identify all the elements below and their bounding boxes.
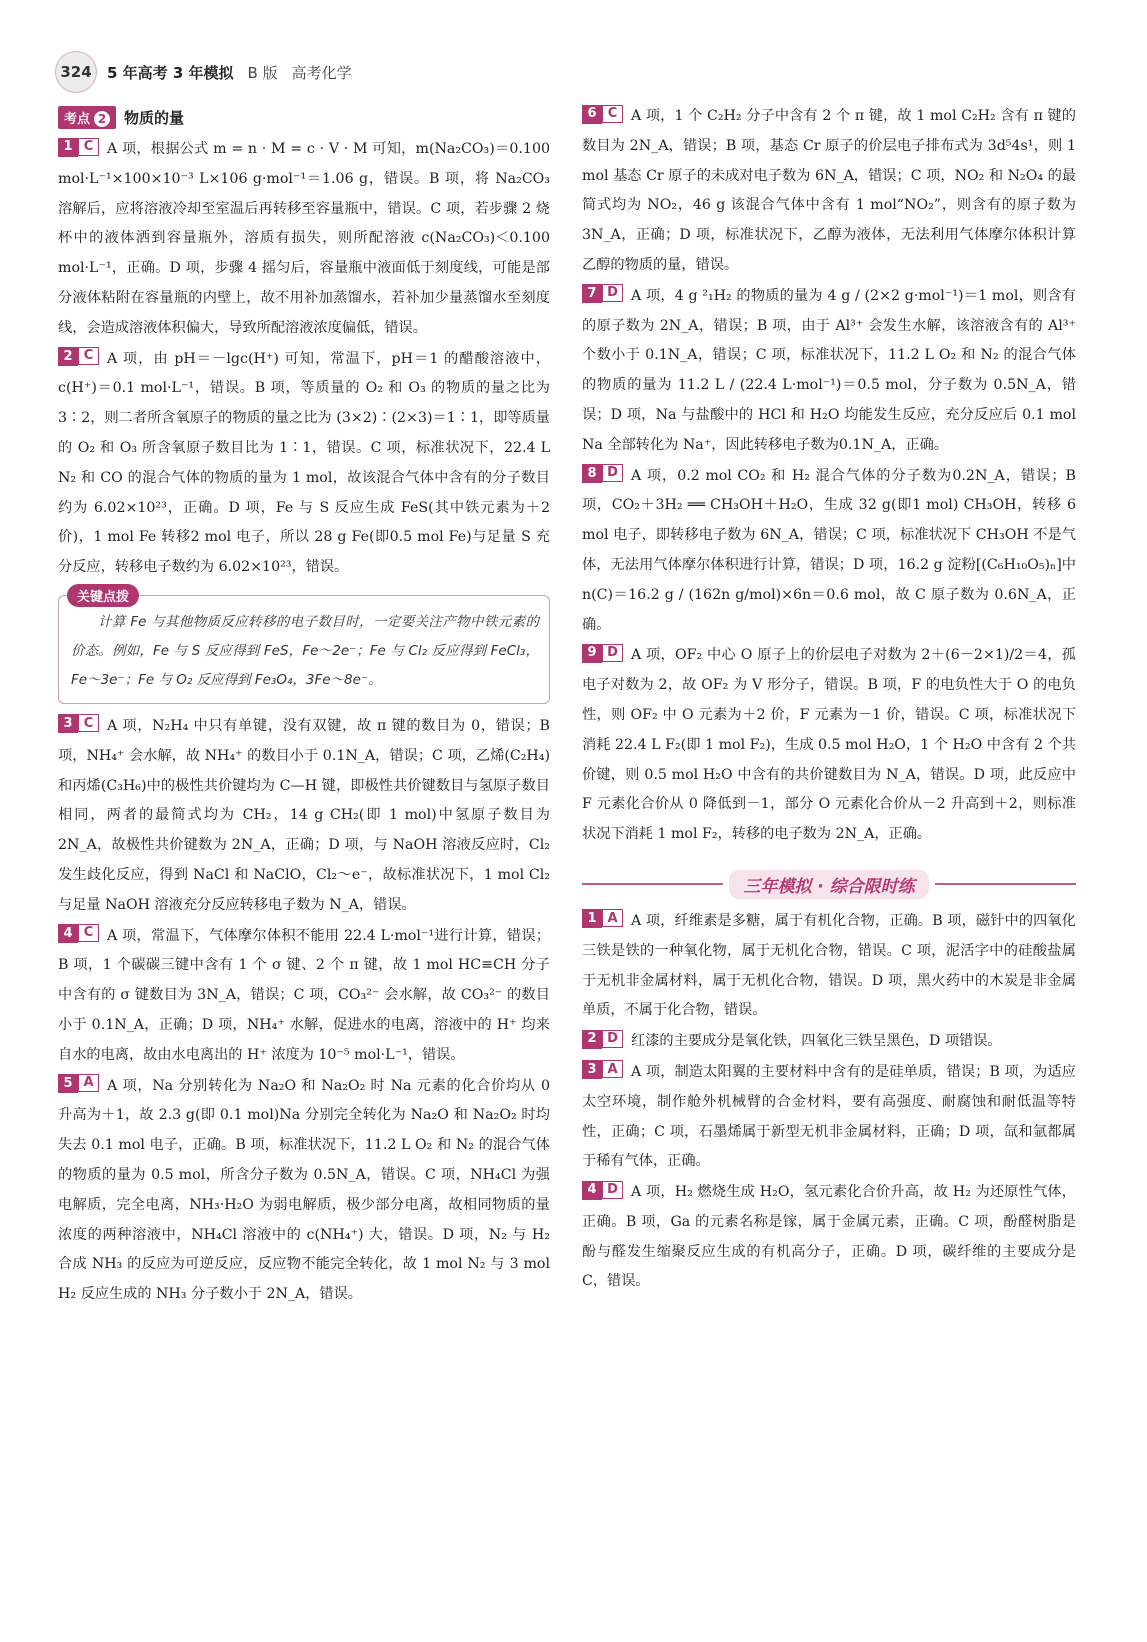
answer-explanation: A 项，Na 分别转化为 Na₂O 和 Na₂O₂ 时 Na 元素的化合价均从 0 升高为＋1，故 2.3 g(即 0.1 mol)Na 分别完全转化为 Na₂O 和 Na₂O₂ 时均失去 0.1 mol 电子，正确。B 项，标准状况下，11.2 L O₂ 和 N₂ 的混合气体的物质的量为 0.5 mol，所含分子数为 0.5N_A，错误。C 项，NH₄Cl 为强电解质，完全电离，NH₃·H₂O 为弱电解质，极少部分电离，故相同物质的量浓度的两种溶液中，NH₄Cl 溶液中的 c(NH₄⁺) 大，错误。D 项，N₂ 与 H₂ 合成 NH₃ 的反应为可逆反应，反应物不能完全转化，故 1 mol N₂ 与 3 mol H₂ 反应生成的 NH₃ 分子数小于 2N_A，错误。 bbox=[58, 1077, 550, 1303]
answer-badge bbox=[582, 1060, 623, 1079]
answer-letter: C bbox=[78, 138, 99, 156]
answer-badge bbox=[582, 909, 623, 928]
answer-badge bbox=[582, 284, 623, 303]
keypoint-text: 计算 Fe 与其他物质反应转移的电子数目时，一定要关注产物中铁元素的价态。例如，Fe 与 S 反应得到 FeS，Fe～2e⁻；Fe 与 Cl₂ 反应得到 FeCl₃，Fe～3e⁻；Fe 与 O₂ 反应得到 Fe₃O₄，3Fe～8e⁻。 bbox=[71, 613, 539, 688]
answer-letter: D bbox=[602, 464, 623, 482]
answer-letter: D bbox=[602, 284, 623, 302]
right-column bbox=[582, 102, 1076, 1298]
section-title: 三年模拟 · 综合限时练 bbox=[729, 870, 928, 899]
answer-explanation: 红漆的主要成分是氧化铁，四氧化三铁呈黑色，D 项错误。 bbox=[631, 1033, 1002, 1050]
answer-letter: C bbox=[78, 714, 99, 732]
answer-explanation: A 项，OF₂ 中心 O 原子上的价层电子对数为 2＋(6－2×1)/2＝4，孤电子对数为 2，故 OF₂ 为 V 形分子，错误。B 项，F 的电负性大于 O 的电负性，则 OF₂ 中 O 元素为＋2 价，F 元素为－1 价，错误。C 项，标准状况下消耗 22.4 L F₂(即 1 mol F₂)，生成 0.5 mol H₂O，1 个 H₂O 中含有 2 个共价键，则 0.5 mol H₂O 中含有的共价键数目为 N_A，错误。D 项，此反应中 F 元素化合价从 0 降低到－1，部分 O 元素化合价从－2 升高到＋2，则标准状况下消耗 1 mol F₂，转移的电子数为 2N_A，正确。 bbox=[582, 647, 1076, 843]
question-number: 3 bbox=[58, 714, 78, 733]
answer-letter: C bbox=[78, 924, 99, 942]
kaodian-title: 物质的量 bbox=[124, 109, 185, 127]
kaodian-tag: 考点 2 bbox=[58, 106, 116, 129]
page-number: 324 bbox=[55, 51, 97, 93]
answer-explanation: A 项，4 g ²₁H₂ 的物质的量为 4 g / (2×2 g·mol⁻¹)＝1 mol，则含有的原子数为 2N_A，错误；B 项，由于 Al³⁺ 会发生水解，该溶液含有的 Al³⁺ 个数小于 0.1N_A，错误；C 项，标准状况下，11.2 L O₂ 和 N₂ 的混合气体的物质的量为 11.2 L / (22.4 L·mol⁻¹)＝0.5 mol，分子数为 0.5N_A，错误；D 项，Na 与盐酸中的 HCl 和 H₂O 均能发生反应，充分反应后 0.1 mol Na 全部转化为 Na⁺，因此转移电子数为0.1N_A，正确。 bbox=[582, 287, 1076, 453]
answer-item bbox=[58, 712, 550, 921]
answer-item bbox=[582, 1027, 1076, 1057]
answer-letter: D bbox=[602, 644, 623, 662]
answer-item bbox=[582, 462, 1076, 641]
answer-item bbox=[58, 922, 550, 1071]
answer-item bbox=[582, 641, 1076, 850]
answer-letter: A bbox=[602, 909, 623, 927]
question-number: 3 bbox=[582, 1060, 602, 1079]
question-number: 2 bbox=[58, 347, 78, 366]
answer-item bbox=[582, 907, 1076, 1026]
question-number: 6 bbox=[582, 105, 602, 124]
kaodian-heading bbox=[58, 106, 550, 129]
section-rule-left bbox=[582, 883, 723, 885]
answer-item bbox=[58, 1072, 550, 1310]
answer-badge bbox=[58, 347, 99, 366]
answer-badge bbox=[58, 714, 99, 733]
left-column bbox=[58, 102, 550, 1311]
answer-item bbox=[58, 345, 550, 583]
answer-item bbox=[58, 135, 550, 344]
answer-explanation: A 项，1 个 C₂H₂ 分子中含有 2 个 π 键，故 1 mol C₂H₂ 含有 π 键的数目为 2N_A，错误；B 项，基态 Cr 原子的价层电子排布式为 3d⁵4s¹，则 1 mol 基态 Cr 原子的未成对电子数为 6N_A，错误；C 项，NO₂ 和 N₂O₄ 的最简式均为 NO₂，46 g 该混合气体中含有 1 mol“NO₂”，则含有的原子数为 3N_A，正确；D 项，标准状况下，乙醇为液体，无法利用气体摩尔体积计算乙醇的物质的量，错误。 bbox=[582, 108, 1076, 273]
answer-badge bbox=[582, 105, 623, 124]
answer-explanation: A 项，制造太阳翼的主要材料中含有的是硅单质，错误；B 项，为适应太空环境，制作舱外机械臂的合金材料，要有高强度、耐腐蚀和耐低温等特性，正确；C 项，石墨烯属于新型无机非金属材料，正确；D 项，氙和氩都属于稀有气体，正确。 bbox=[582, 1063, 1076, 1170]
answer-explanation: A 项，0.2 mol CO₂ 和 H₂ 混合气体的分子数为0.2N_A，错误；B 项，CO₂＋3H₂ ══ CH₃OH＋H₂O，生成 32 g(即1 mol) CH₃OH，转移 6 mol 电子，即转移电子数为 6N_A，错误；C 项，标准状况下 CH₃OH 不是气体，无法用气体摩尔体积进行计算，错误；D 项，16.2 g 淀粉[(C₆H₁₀O₅)ₙ]中 n(C)＝16.2 g / (162n g/mol)×6n＝0.6 mol，故 C 原子数为 0.6N_A，正确。 bbox=[582, 467, 1076, 633]
page-header bbox=[55, 50, 352, 94]
answer-badge bbox=[58, 924, 99, 943]
answer-item bbox=[582, 1058, 1076, 1177]
answer-letter: D bbox=[602, 1030, 623, 1048]
answer-badge bbox=[582, 1030, 623, 1049]
section-heading bbox=[582, 870, 1076, 899]
question-number: 8 bbox=[582, 464, 602, 483]
answer-explanation: A 项，根据公式 m = n · M = c · V · M 可知，m(Na₂CO₃)＝0.100 mol·L⁻¹×100×10⁻³ L×106 g·mol⁻¹＝1.06 g，错误。B 项，将 Na₂CO₃ 溶解后，应将溶液冷却至室温后再转移至容量瓶中，错误。C 项，若步骤 2 烧杯中的液体洒到容量瓶外，溶质有损失，则所配溶液 c(Na₂CO₃)＜0.100 mol·L⁻¹，正确。D 项，步骤 4 摇匀后，容量瓶中液面低于刻度线，可能是部分液体粘附在容量瓶的内壁上，故不用补加蒸馏水，若补加少量蒸馏水至刻度线，会造成溶液体积偏大，导致所配溶液浓度偏低，错误。 bbox=[58, 141, 550, 336]
question-number: 9 bbox=[582, 644, 602, 663]
answer-letter: C bbox=[602, 105, 623, 123]
answer-badge bbox=[582, 644, 623, 663]
question-number: 1 bbox=[58, 138, 78, 157]
book-title: 5 年高考 3 年模拟 bbox=[107, 63, 234, 82]
answer-explanation: A 项，纤维素是多糖，属于有机化合物，正确。B 项，磁针中的四氧化三铁是铁的一种氧化物，属于无机化合物，错误。C 项，泥活字中的硅酸盐属于无机非金属材料，属于无机化合物，错误。D 项，黑火药中的木炭是非金属单质，不属于化合物，错误。 bbox=[582, 912, 1076, 1019]
subject-label: 高考化学 bbox=[291, 63, 352, 82]
keypoint-tag: 关键点拨 bbox=[67, 584, 139, 607]
answer-explanation: A 项，由 pH＝－lgc(H⁺) 可知，常温下，pH＝1 的醋酸溶液中，c(H⁺)＝0.1 mol·L⁻¹，错误。B 项，等质量的 O₂ 和 O₃ 的物质的量之比为 3∶2，则二者所含氧原子的物质的量之比为 (3×2)∶(2×3)＝1∶1，即等质量的 O₂ 和 O₃ 所含氧原子数目比为 1∶1，错误。C 项，标准状况下，22.4 L N₂ 和 CO 的混合气体的物质的量为 1 mol，故该混合气体中含有的分子数目约为 6.02×10²³，正确。D 项，Fe 与 S 反应生成 FeS(其中铁元素为＋2 价)，1 mol Fe 转移2 mol 电子，所以 28 g Fe(即0.5 mol Fe)与足量 S 充分反应，转移电子数约为 6.02×10²³，错误。 bbox=[58, 350, 550, 576]
question-number: 4 bbox=[58, 924, 78, 943]
answer-item bbox=[582, 1178, 1076, 1297]
keypoint-box bbox=[58, 589, 550, 704]
section-rule-right bbox=[935, 883, 1076, 885]
answer-explanation: A 项，常温下，气体摩尔体积不能用 22.4 L·mol⁻¹进行计算，错误；B 项，1 个碳碳三键中含有 1 个 σ 键、2 个 π 键，故 1 mol HC≡CH 分子中含有的 σ 键数目为 3N_A，错误；C 项，CO₃²⁻ 会水解，故 CO₃²⁻ 的数目小于 0.1N_A，正确；D 项，NH₄⁺ 水解，促进水的电离，溶液中的 H⁺ 均来自水的电离，故由水电离出的 H⁺ 浓度为 10⁻⁵ mol·L⁻¹，错误。 bbox=[58, 927, 550, 1063]
answer-letter: C bbox=[78, 347, 99, 365]
question-number: 1 bbox=[582, 909, 602, 928]
answer-letter: A bbox=[602, 1060, 623, 1078]
answer-item bbox=[582, 282, 1076, 461]
answer-badge bbox=[582, 464, 623, 483]
answer-item bbox=[582, 102, 1076, 281]
kaodian-number: 2 bbox=[94, 111, 110, 127]
answer-badge bbox=[58, 138, 99, 157]
question-number: 7 bbox=[582, 284, 602, 303]
question-number: 5 bbox=[58, 1074, 78, 1093]
answer-letter: A bbox=[78, 1074, 99, 1092]
answer-badge bbox=[58, 1074, 99, 1093]
question-number: 2 bbox=[582, 1030, 602, 1049]
answer-explanation: A 项，H₂ 燃烧生成 H₂O，氢元素化合价升高，故 H₂ 为还原性气体，正确。B 项，Ga 的元素名称是镓，属于金属元素，正确。C 项，酚醛树脂是酚与醛发生缩聚反应生成的有机高分子，正确。D 项，碳纤维的主要成分是 C，错误。 bbox=[582, 1184, 1076, 1290]
answer-explanation: A 项，N₂H₄ 中只有单键，没有双键，故 π 键的数目为 0，错误；B 项，NH₄⁺ 会水解，故 NH₄⁺ 的数目小于 0.1N_A，错误；C 项，乙烯(C₂H₄)和丙烯(C₃H₆)中的极性共价键均为 C—H 键，即极性共价键数目与氢原子数目相同，两者的最简式均为 CH₂，14 g CH₂(即 1 mol)中氢原子数目为 2N_A，故极性共价键数为 2N_A，正确；D 项，与 NaOH 溶液反应时，Cl₂ 发生歧化反应，得到 NaCl 和 NaClO，Cl₂～e⁻，故标准状况下，1 mol Cl₂ 与足量 NaOH 溶液充分反应转移电子数为 N_A，错误。 bbox=[58, 717, 550, 913]
answer-letter: D bbox=[602, 1181, 623, 1199]
answer-badge bbox=[582, 1181, 623, 1200]
edition-label: B 版 bbox=[247, 63, 278, 82]
question-number: 4 bbox=[582, 1181, 602, 1200]
